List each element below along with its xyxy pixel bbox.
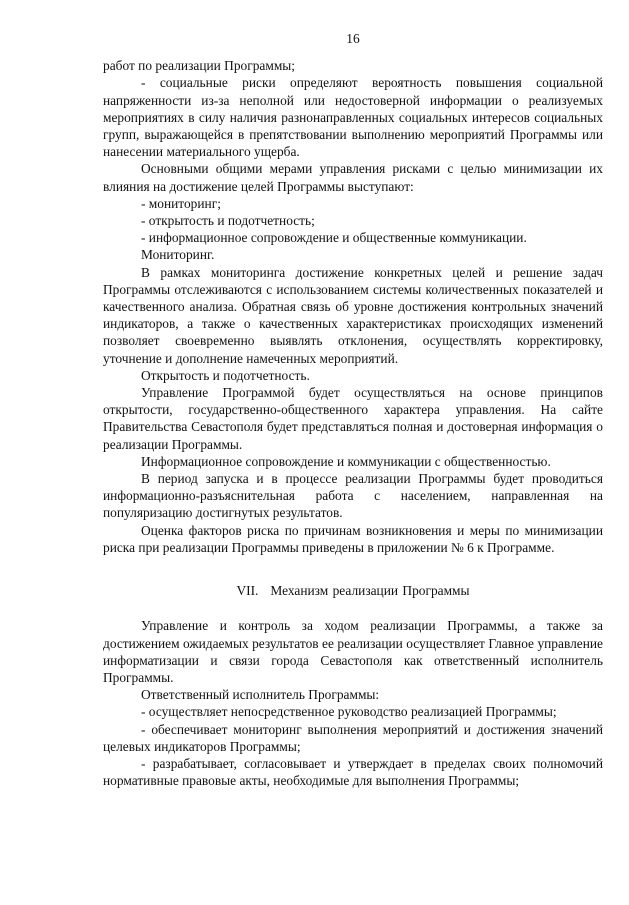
subheading: Мониторинг. [141,247,215,263]
body-text-before [103,57,603,556]
paragraph: Оценка факторов риска по причинам возникновения и меры по минимизации риска при реализации Программы приведены в приложении № 6 к Программе. [103,522,603,555]
section-title: Механизм реализации Программы [270,583,470,599]
list-item: - осуществляет непосредственное руководство реализацией Программы; [141,704,557,720]
body-text-after [103,617,603,789]
list-item: - информационное сопровождение и общественные коммуникации. [141,230,527,246]
section-number: VII. [236,583,259,599]
list-item: - разрабатывает, согласовывает и утверждает в пределах своих полномочий нормативные правовые акты, необходимые для выполнения Программы; [103,755,603,789]
paragraph: Ответственный исполнитель Программы: [141,687,380,703]
paragraph: - социальные риски определяют вероятность повышения социальной напряженности из-за неполной или недостоверной информации о реализуемых мероприятиях в силу наличия разнонаправленных социальных интересов социальных групп, выражающейся в препятствовании выполнению мероприятий Программы или нанесении материального ущерба. [103,75,603,160]
paragraph: Управление Программой будет осуществляться на основе принципов открытости, государственно-общественного характера управления. На сайте Правительства Севастополя будет представляться полная и достоверная информация о реализации Программы. [103,385,603,452]
document-page [103,30,603,789]
list-item: - мониторинг; [141,195,221,211]
paragraph: Основными общими мерами управления рисками с целью минимизации их влияния на достижение целей Программы выступают: [103,161,603,194]
subheading: Открытость и подотчетность. [141,367,310,383]
paragraph: В рамках мониторинга достижение конкретных целей и решение задач Программы отслеживаются с использованием системы количественных показателей и качественного анализа. Обратная связь об уровне достижения контрольных значений индикаторов, а также о качественных характеристиках происходящих изменений позволяет своевременно выявлять отклонения, осуществлять корректировку, уточнение и дополнение намеченных мероприятий. [103,264,603,366]
paragraph: Управление и контроль за ходом реализации Программы, а также за достижением ожидаемых результатов ее реализации осуществляет Главное управление информатизации и связи города Севастополя как ответственный исполнитель Программы. [103,618,603,685]
section-heading [103,582,603,599]
list-item: - обеспечивает мониторинг выполнения мероприятий и достижения значений целевых индикаторов Программы; [103,721,603,754]
paragraph: В период запуска и в процессе реализации Программы будет проводиться информационно-разъяснительная работа с населением, направленная на популяризацию достигнутых результатов. [103,471,603,521]
paragraph: работ по реализации Программы; [103,58,296,74]
page-number: 16 [346,31,360,46]
subheading: Информационное сопровождение и коммуникации с общественностью. [141,453,551,469]
list-item: - открытость и подотчетность; [141,213,315,229]
